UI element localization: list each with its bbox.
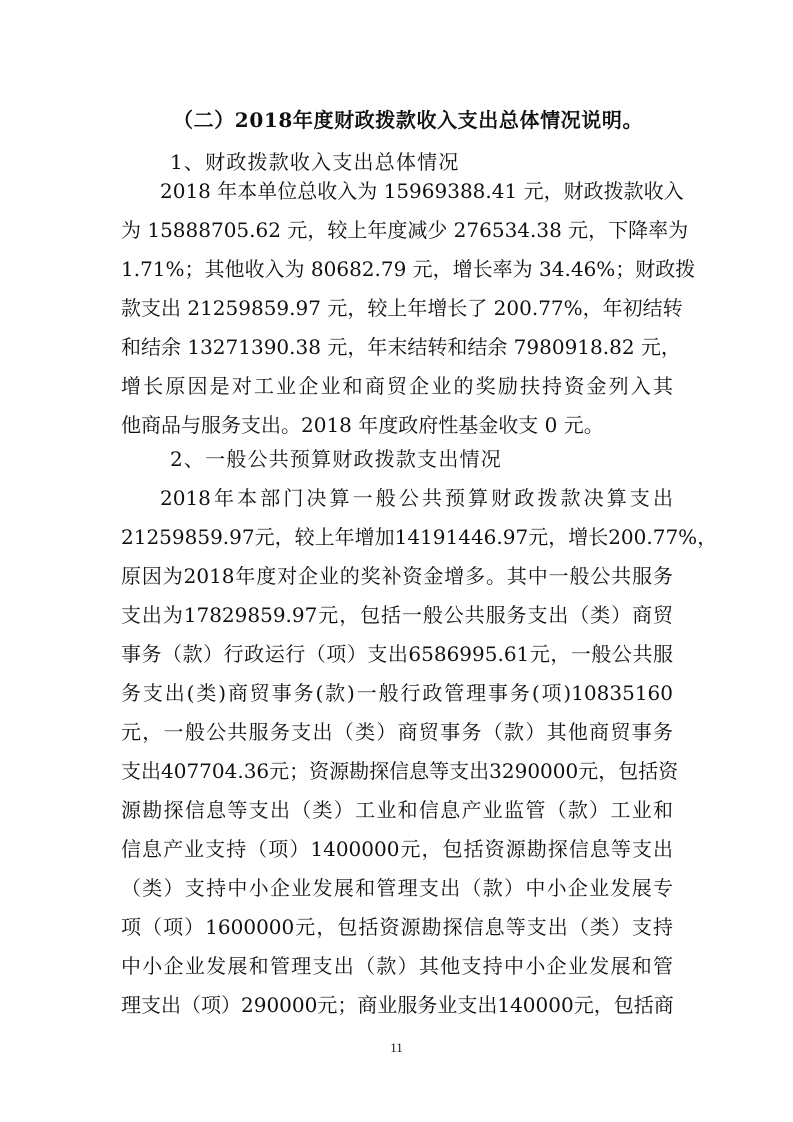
page-number: 11 — [390, 1040, 403, 1055]
paragraph-line: 务支出(类)商贸事务(款)一般行政管理事务(项)10835160 — [121, 681, 673, 705]
paragraph-line: 1.71%；其他收入为 80682.79 元，增长率为 34.46%；财政拨 — [121, 257, 696, 281]
subsection-title-2: 2、一般公共预算财政拨款支出情况 — [170, 447, 502, 471]
paragraph-line: 源勘探信息等支出（类）工业和信息产业监管（款）工业和 — [121, 798, 673, 822]
paragraph-line: 他商品与服务支出。2018 年度政府性基金收支 0 元。 — [121, 413, 604, 437]
paragraph-line: 2018年本部门决算一般公共预算财政拨款决算支出 — [160, 486, 673, 510]
subsection-title-1: 1、财政拨款收入支出总体情况 — [170, 150, 460, 174]
paragraph-line: 信息产业支持（项）1400000元，包括资源勘探信息等支出 — [121, 837, 673, 861]
paragraph-line: 21259859.97元，较上年增加14191446.97元，增长200.77%， — [121, 525, 718, 549]
paragraph-line: 元，一般公共服务支出（类）商贸事务（款）其他商贸事务 — [121, 720, 673, 744]
paragraph-line: 项（项）1600000元，包括资源勘探信息等支出（类）支持 — [121, 915, 673, 939]
paragraph-line: 中小企业发展和管理支出（款）其他支持中小企业发展和管 — [121, 954, 673, 978]
paragraph-line: 为 15888705.62 元，较上年度减少 276534.38 元，下降率为 — [121, 218, 689, 242]
paragraph-line: 事务（款）行政运行（项）支出6586995.61元，一般公共服 — [121, 642, 673, 666]
paragraph-line: 支出407704.36元；资源勘探信息等支出3290000元，包括资 — [121, 759, 679, 783]
paragraph-line: 原因为2018年度对企业的奖补资金增多。其中一般公共服务 — [121, 564, 673, 588]
paragraph-line: 2018 年本单位总收入为 15969388.41 元，财政拨款收入 — [160, 179, 684, 203]
paragraph-line: 款支出 21259859.97 元，较上年增长了 200.77%，年初结转 — [121, 296, 683, 320]
paragraph-line: （类）支持中小企业发展和管理支出（款）中小企业发展专 — [121, 876, 673, 900]
section-heading: （二）2018年度财政拨款收入支出总体情况说明。 — [173, 108, 644, 132]
paragraph-line: 和结余 13271390.38 元，年末结转和结余 7980918.82 元， — [121, 335, 681, 359]
paragraph-line: 支出为17829859.97元，包括一般公共服务支出（类）商贸 — [121, 603, 673, 627]
paragraph-line: 理支出（项）290000元；商业服务业支出140000元，包括商 — [121, 993, 674, 1017]
paragraph-line: 增长原因是对工业企业和商贸企业的奖励扶持资金列入其 — [121, 374, 673, 398]
